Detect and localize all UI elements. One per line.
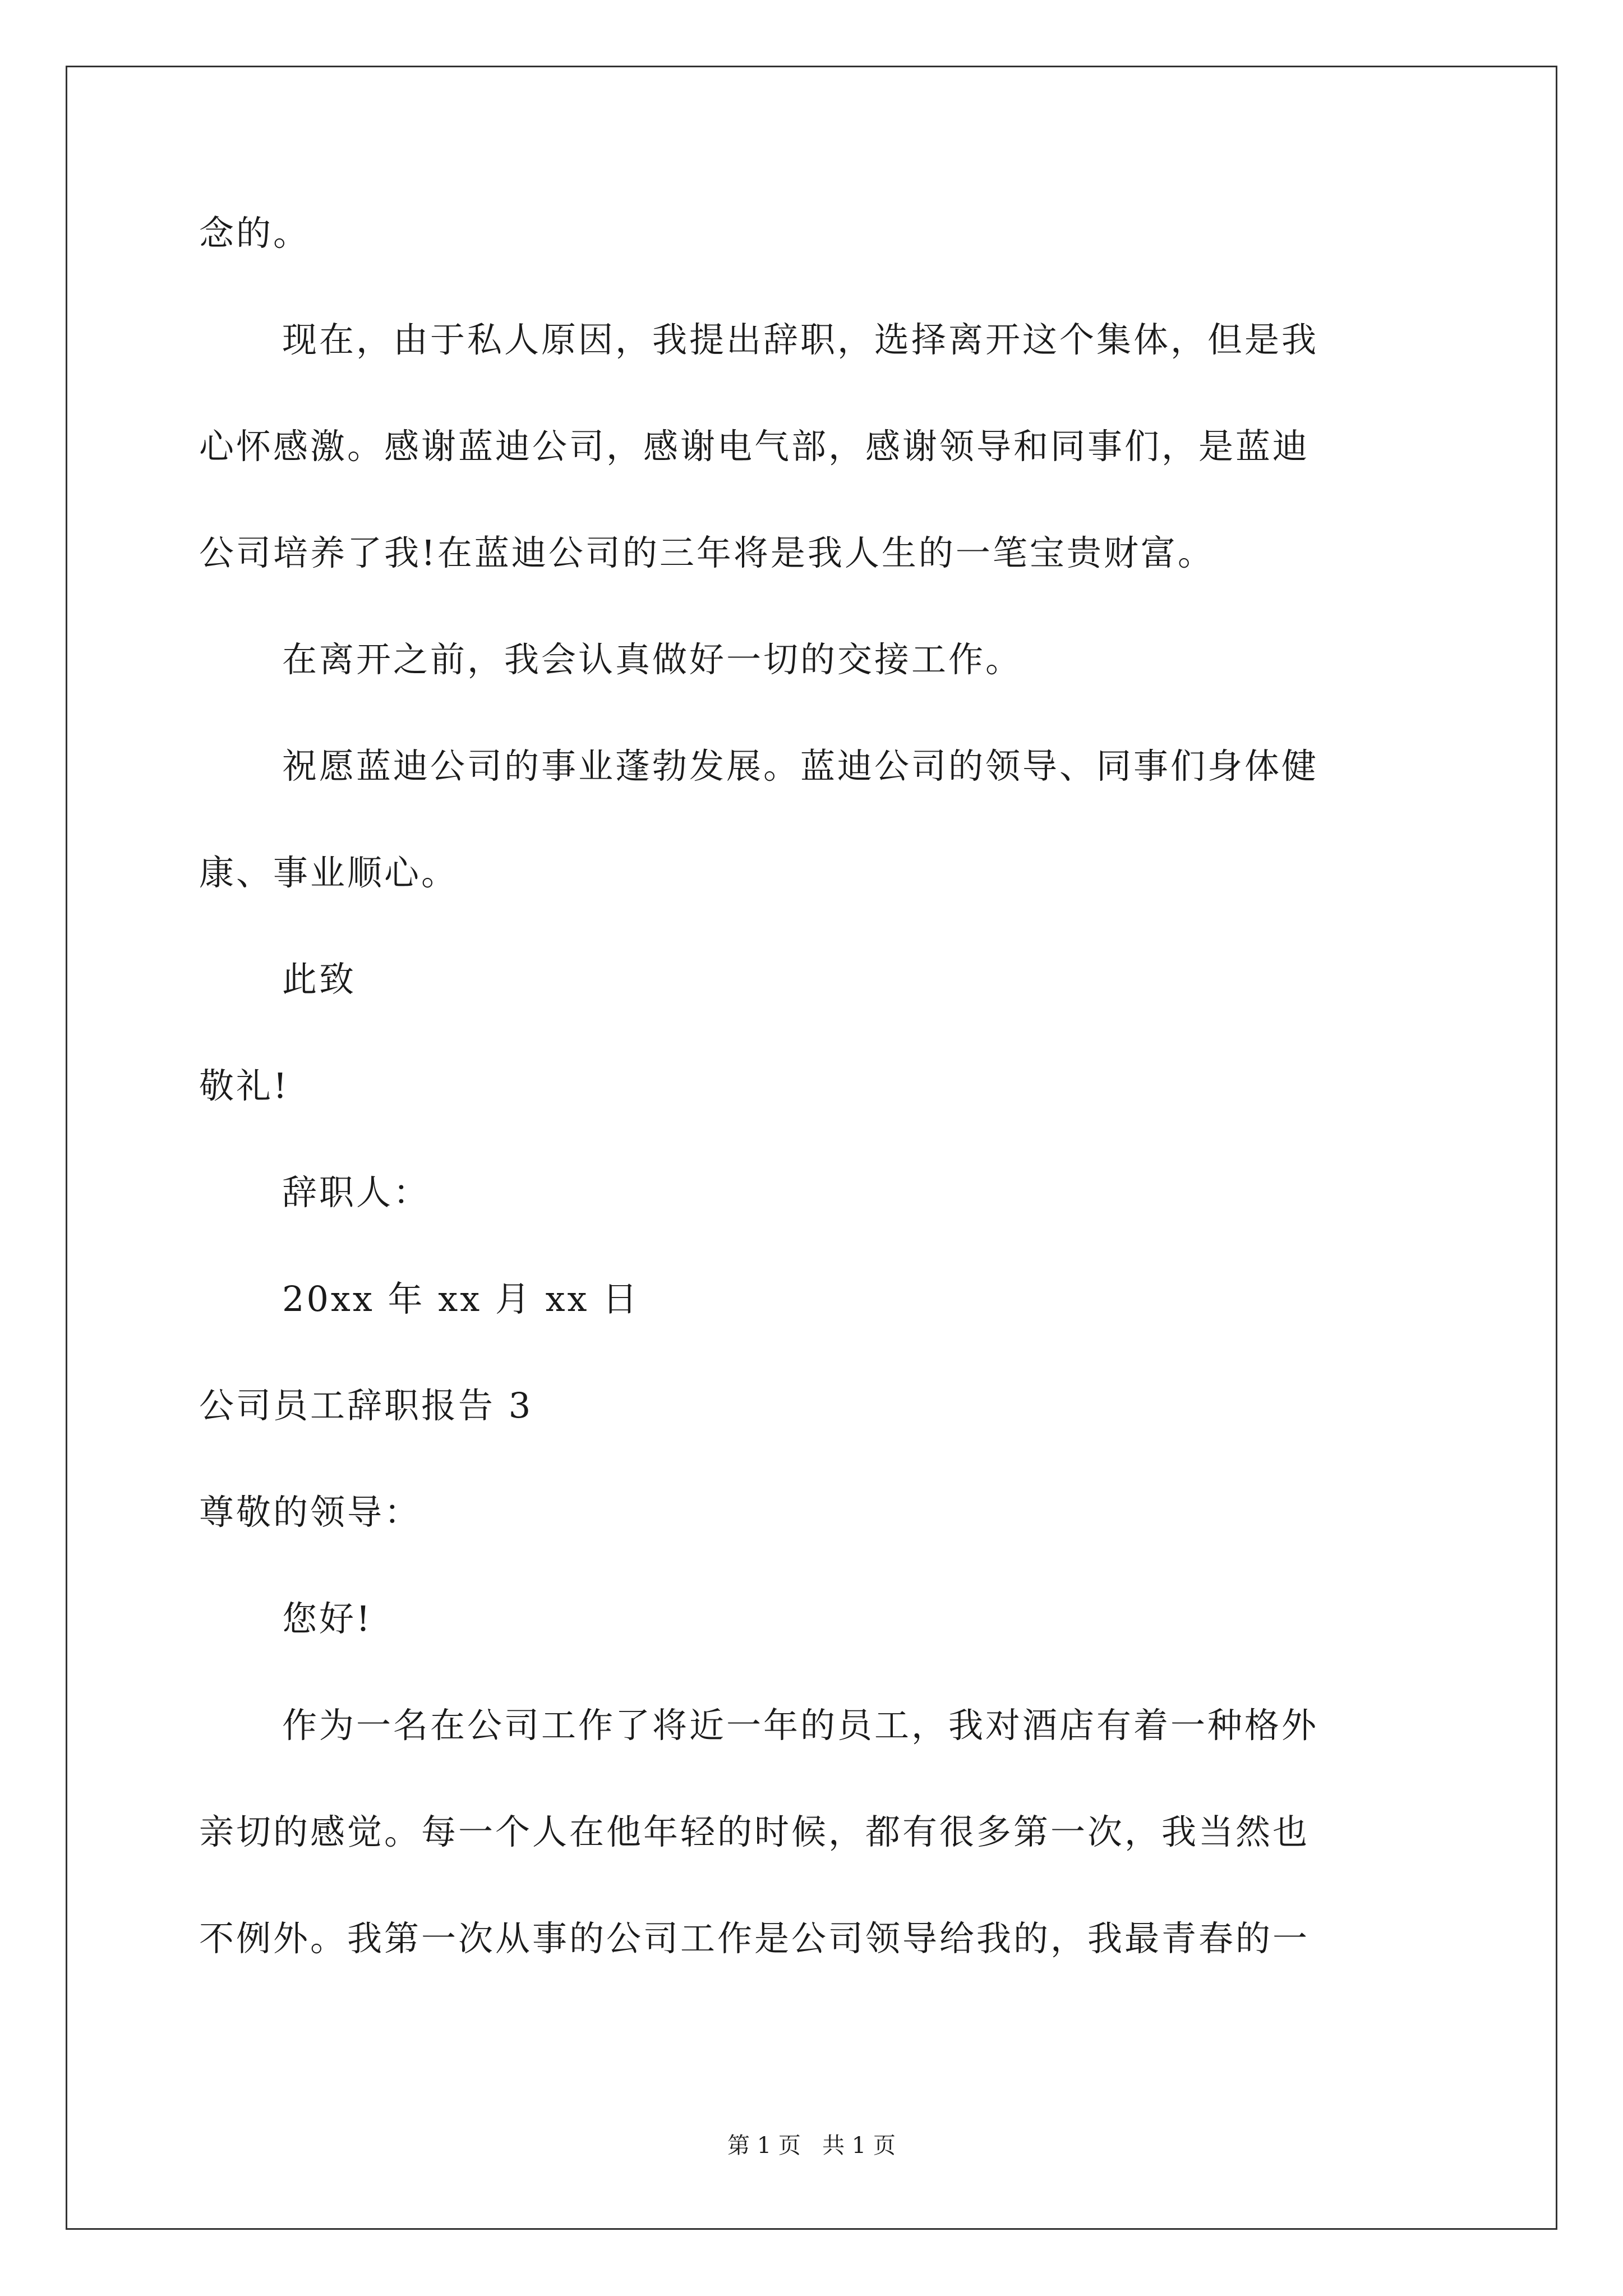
- closing-phrase: 此致: [282, 959, 357, 1000]
- text-line: 祝愿蓝迪公司的事业蓬勃发展。蓝迪公司的领导、同事们身体健: [282, 746, 1319, 786]
- text-line: 亲切的感觉。每一个人在他年轻的时候，都有很多第一次，我当然也: [199, 1811, 1310, 1852]
- page-border: [66, 66, 1557, 2230]
- greeting-hello: 您好!: [282, 1598, 372, 1639]
- text-line: 康、事业顺心。: [199, 852, 459, 893]
- date-line: 20xx 年 xx 月 xx 日: [282, 1278, 640, 1319]
- text-line: 在离开之前，我会认真做好一切的交接工作。: [282, 639, 1023, 680]
- text-line: 心怀感激。感谢蓝迪公司，感谢电气部，感谢领导和同事们，是蓝迪: [199, 426, 1310, 467]
- text-line: 作为一名在公司工作了将近一年的员工，我对酒店有着一种格外: [282, 1705, 1319, 1746]
- signature-label: 辞职人：: [282, 1172, 431, 1213]
- page-footer: 第 1 页 共 1 页: [727, 2133, 896, 2159]
- greeting: 尊敬的领导：: [199, 1492, 422, 1533]
- text-line: 公司培养了我!在蓝迪公司的三年将是我人生的一笔宝贵财富。: [199, 532, 1215, 573]
- section-heading: 公司员工辞职报告 3: [199, 1385, 533, 1426]
- salutation: 敬礼!: [199, 1065, 289, 1106]
- text-line: 不例外。我第一次从事的公司工作是公司领导给我的，我最青春的一: [199, 1918, 1310, 1959]
- text-line: 念的。: [199, 213, 311, 254]
- text-line: 现在，由于私人原因，我提出辞职，选择离开这个集体，但是我: [282, 319, 1319, 360]
